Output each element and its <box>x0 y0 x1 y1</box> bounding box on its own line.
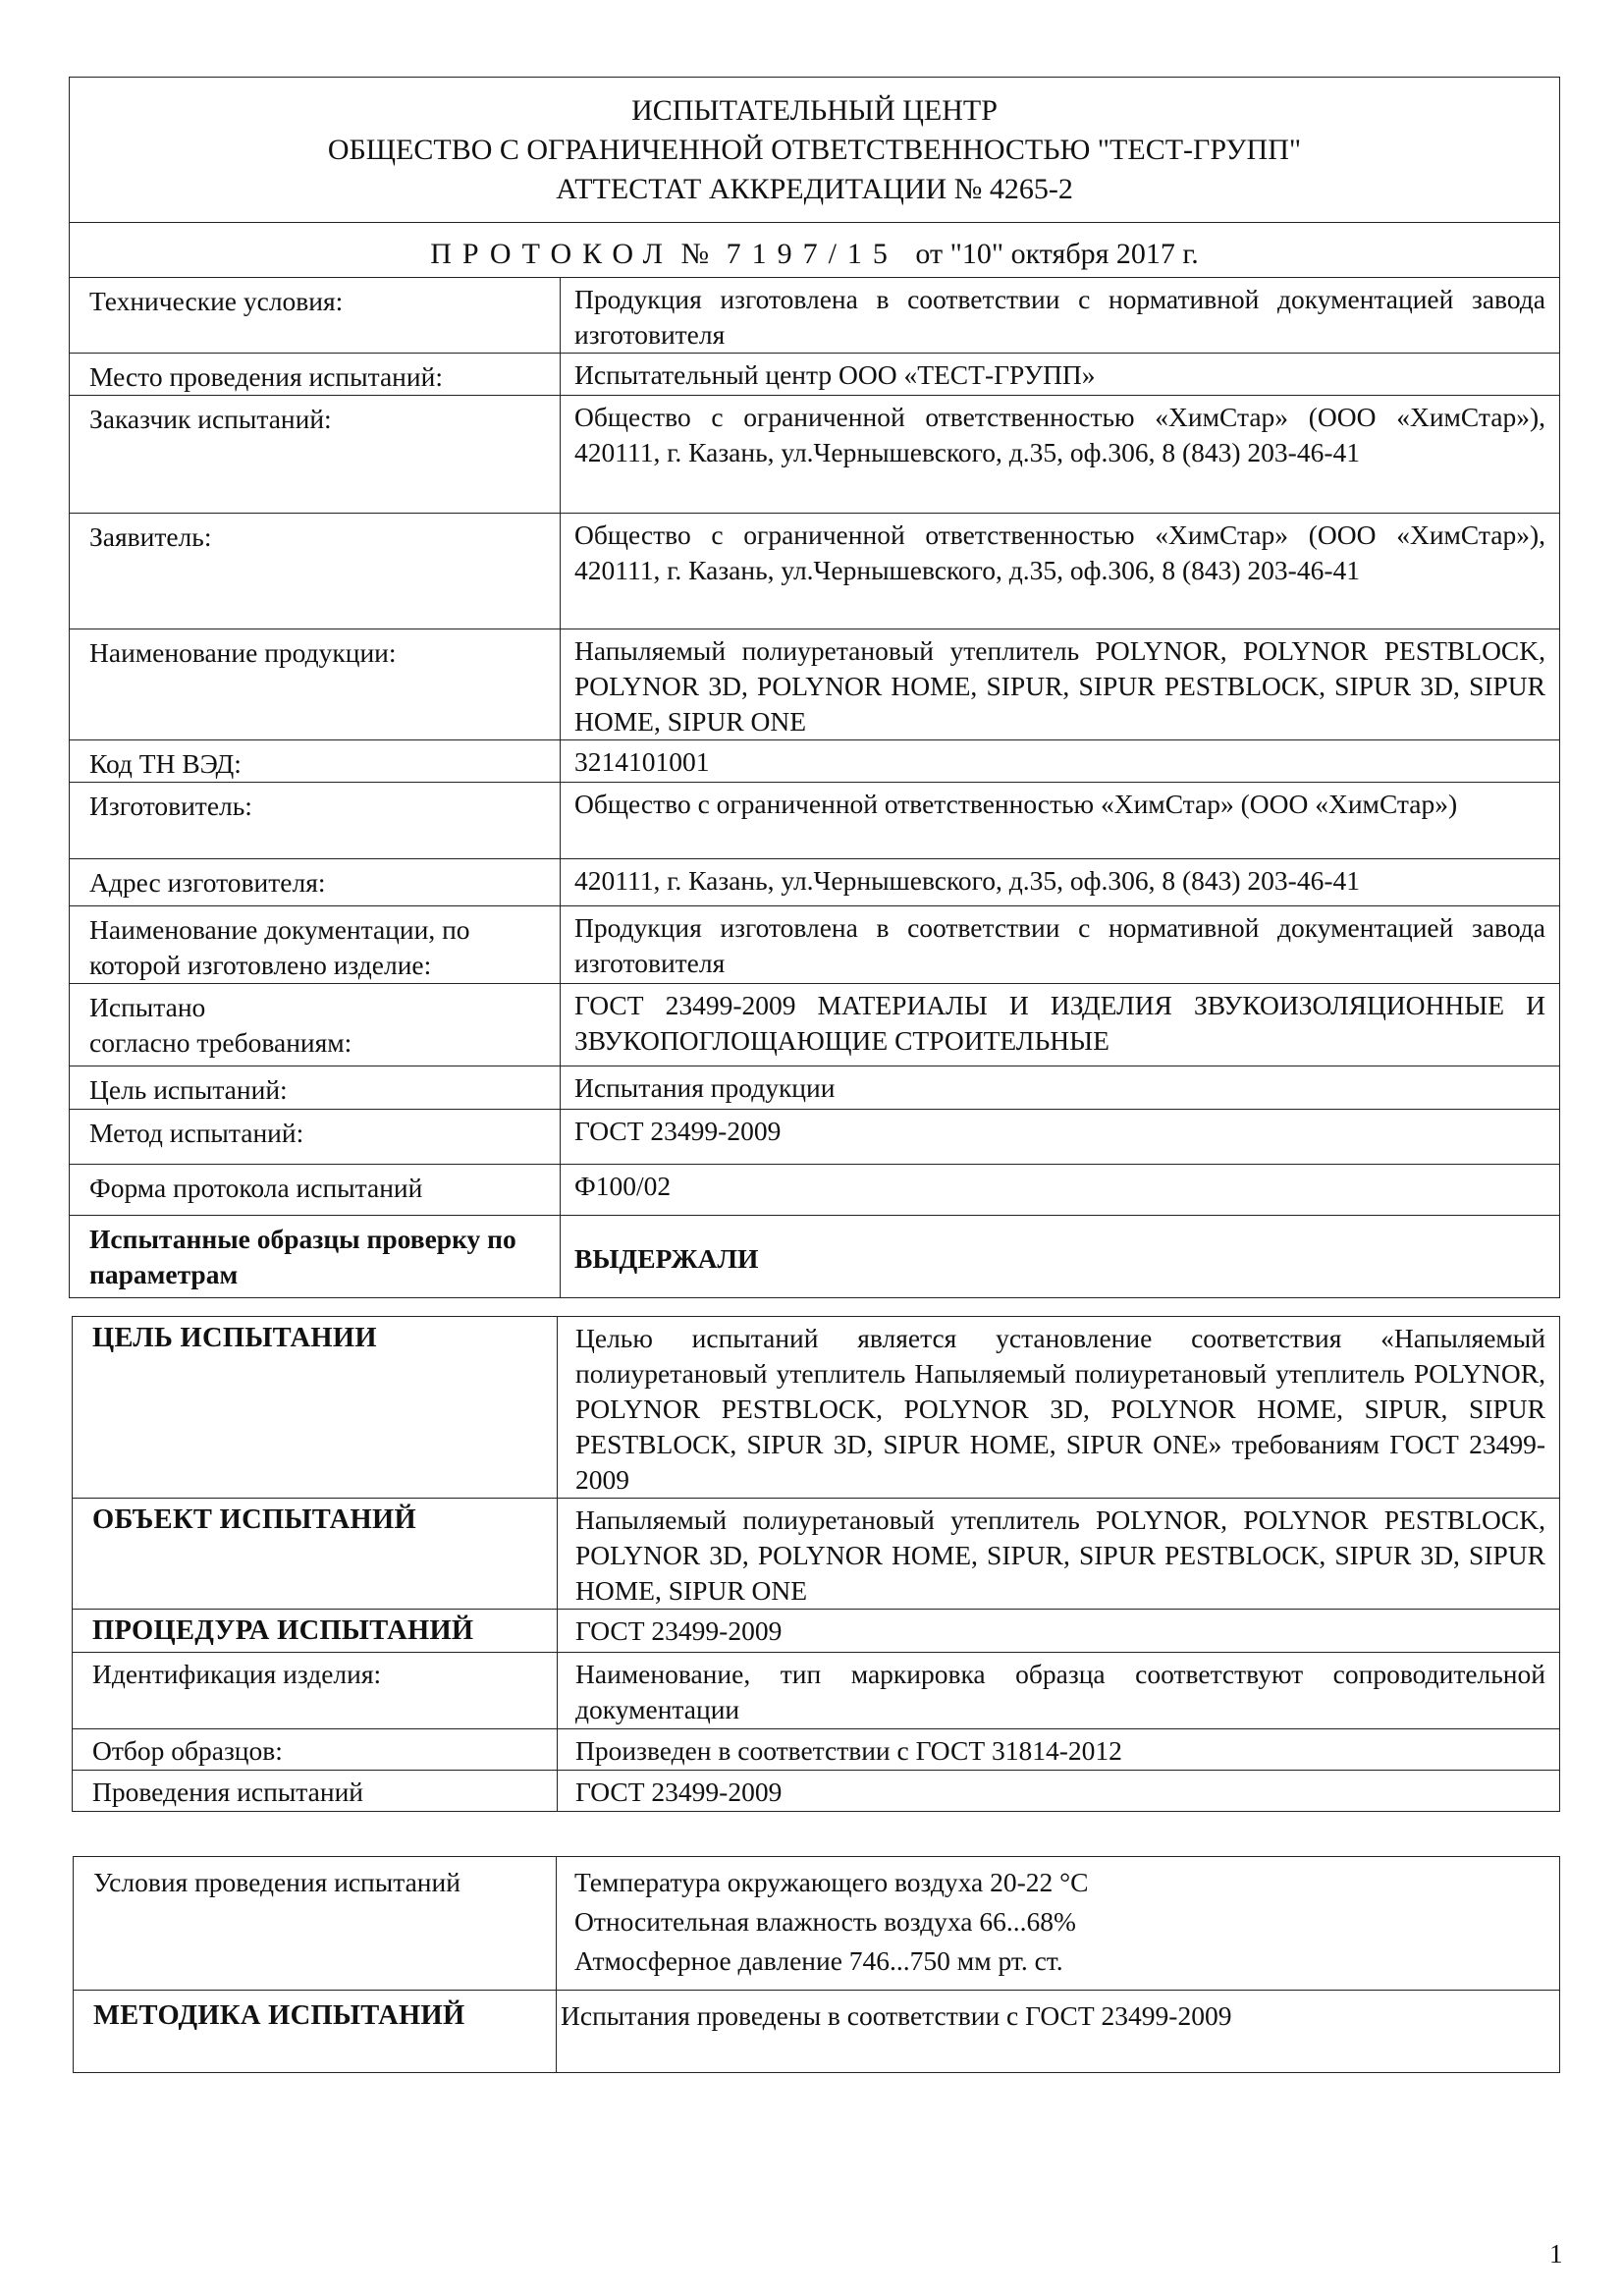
condition-temperature: Температура окружающего воздуха 20-22 °С <box>574 1867 1089 1897</box>
table-row <box>74 1991 1560 2073</box>
row-value: ГОСТ 23499-2009 <box>558 1771 1560 1812</box>
row-value: Целью испытаний является установление соответствия «Напыляемый полиуретановый утеплитель Напыляемый полиуретановый утеплитель POLYNOR, POLYNOR PESTBLOCK, POLYNOR 3D, POLYNOR HOME, SIPUR, SIPUR PESTBLOCK, SIPUR 3D, SIPUR HOME, SIPUR ONE» требованиям ГОСТ 23499-2009 <box>558 1317 1560 1499</box>
row-value: Испытательный центр ООО «ТЕСТ-ГРУПП» <box>561 354 1560 396</box>
header-organization: ОБЩЕСТВО С ОГРАНИЧЕННОЙ ОТВЕТСТВЕННОСТЬЮ "ТЕСТ-ГРУПП" <box>327 134 1302 166</box>
row-label: Метод испытаний: <box>70 1110 561 1165</box>
row-label: Форма протокола испытаний <box>70 1165 561 1216</box>
row-value: ГОСТ 23499-2009 <box>558 1610 1560 1653</box>
row-value: Напыляемый полиуретановый утеплитель POLYNOR, POLYNOR PESTBLOCK, POLYNOR 3D, POLYNOR HOME, SIPUR, SIPUR PESTBLOCK, SIPUR 3D, SIPUR HOME, SIPUR ONE <box>558 1499 1560 1610</box>
row-value: ГОСТ 23499-2009 <box>561 1110 1560 1165</box>
row-label: Место проведения испытаний: <box>70 354 561 396</box>
row-label: ПРОЦЕДУРА ИСПЫТАНИЙ <box>73 1610 558 1653</box>
row-value: Наименование, тип маркировка образца соответствуют сопроводительной документации <box>558 1653 1560 1729</box>
row-label: Проведения испытаний <box>73 1771 558 1812</box>
conditions-label: Условия проведения испытаний <box>74 1857 557 1991</box>
table-row <box>73 1729 1560 1771</box>
test-description-table <box>72 1316 1560 1812</box>
method-label: МЕТОДИКА ИСПЫТАНИЙ <box>74 1991 557 2073</box>
table-row <box>70 783 1560 859</box>
row-label: Адрес изготовителя: <box>70 859 561 906</box>
table-row <box>73 1653 1560 1729</box>
table-row <box>70 629 1560 740</box>
table-row <box>70 514 1560 629</box>
row-value: Продукция изготовлена в соответствии с нормативной документацией завода изготовителя <box>561 906 1560 984</box>
table-row <box>70 396 1560 514</box>
row-label: ОБЪЕКТ ИСПЫТАНИЙ <box>73 1499 558 1610</box>
table-row <box>70 740 1560 783</box>
conditions-table <box>73 1856 1560 2073</box>
row-value: Общество с ограниченной ответственностью «ХимСтар» (ООО «ХимСтар»), 420111, г. Казань, ул.Чернышевского, д.35, оф.306, 8 (843) 203-46-41 <box>561 514 1560 629</box>
table-row <box>70 1216 1560 1298</box>
row-label: ЦЕЛЬ ИСПЫТАНИИ <box>73 1317 558 1499</box>
header-accreditation: АТТЕСТАТ АККРЕДИТАЦИИ № 4265-2 <box>556 173 1073 205</box>
row-label: Изготовитель: <box>70 783 561 859</box>
page-number: 1 <box>1549 2239 1563 2269</box>
condition-pressure: Атмосферное давление 746...750 мм рт. ст. <box>574 1945 1063 1976</box>
row-value: Произведен в соответствии с ГОСТ 31814-2012 <box>558 1729 1560 1771</box>
row-value: Ф100/02 <box>561 1165 1560 1216</box>
table-row <box>74 1857 1560 1991</box>
table-row <box>70 984 1560 1066</box>
conditions-values <box>557 1857 1560 1991</box>
row-label: Цель испытаний: <box>70 1066 561 1110</box>
protocol-main-table <box>69 77 1560 1298</box>
row-label: Заявитель: <box>70 514 561 629</box>
condition-humidity: Относительная влажность воздуха 66...68% <box>574 1906 1076 1937</box>
table-row <box>73 1317 1560 1499</box>
row-value: Напыляемый полиуретановый утеплитель POLYNOR, POLYNOR PESTBLOCK, POLYNOR 3D, POLYNOR HOME, SIPUR, SIPUR PESTBLOCK, SIPUR 3D, SIPUR HOME, SIPUR ONE <box>561 629 1560 740</box>
table-row <box>70 1165 1560 1216</box>
table-row <box>70 1110 1560 1165</box>
row-value: Общество с ограниченной ответственностью «ХимСтар» (ООО «ХимСтар»), 420111, г. Казань, ул.Чернышевского, д.35, оф.306, 8 (843) 203-46-41 <box>561 396 1560 514</box>
protocol-title <box>70 223 1560 278</box>
table-row <box>73 1771 1560 1812</box>
header-center-name: ИСПЫТАТЕЛЬНЫЙ ЦЕНТР <box>631 94 998 127</box>
row-label: Код ТН ВЭД: <box>70 740 561 783</box>
row-value: Испытания продукции <box>561 1066 1560 1110</box>
result-value: ВЫДЕРЖАЛИ <box>561 1216 1560 1298</box>
row-label: Идентификация изделия: <box>73 1653 558 1729</box>
row-value: 3214101001 <box>561 740 1560 783</box>
row-label: Наименование документации, по которой изготовлено изделие: <box>70 906 561 984</box>
row-label-line: Испытано <box>89 992 206 1022</box>
row-value: Продукция изготовлена в соответствии с нормативной документацией завода изготовителя <box>561 278 1560 354</box>
protocol-sign: № <box>680 238 710 270</box>
table-row <box>70 278 1560 354</box>
row-value: ГОСТ 23499-2009 МАТЕРИАЛЫ И ИЗДЕЛИЯ ЗВУКОИЗОЛЯЦИОННЫЕ И ЗВУКОПОГЛОЩАЮЩИЕ СТРОИТЕЛЬНЫЕ <box>561 984 1560 1066</box>
table-row <box>73 1610 1560 1653</box>
row-value: Общество с ограниченной ответственностью «ХимСтар» (ООО «ХимСтар») <box>561 783 1560 859</box>
row-label: Заказчик испытаний: <box>70 396 561 514</box>
table-row <box>70 354 1560 396</box>
row-label <box>70 984 561 1066</box>
header-block <box>70 78 1560 223</box>
row-label-line: согласно требованиям: <box>89 1027 352 1058</box>
table-row <box>73 1499 1560 1610</box>
protocol-word: ПРОТОКОЛ <box>430 238 674 270</box>
row-label: Отбор образцов: <box>73 1729 558 1771</box>
table-row <box>70 906 1560 984</box>
row-label: Испытанные образцы проверку по параметрам <box>70 1216 561 1298</box>
protocol-number: 7197/15 <box>726 238 898 270</box>
row-label: Наименование продукции: <box>70 629 561 740</box>
row-value: 420111, г. Казань, ул.Чернышевского, д.35, оф.306, 8 (843) 203-46-41 <box>561 859 1560 906</box>
row-label: Технические условия: <box>70 278 561 354</box>
method-value: Испытания проведены в соответствии с ГОСТ 23499-2009 <box>557 1991 1560 2073</box>
table-row <box>70 1066 1560 1110</box>
table-row <box>70 859 1560 906</box>
protocol-date: от "10" октября 2017 г. <box>915 238 1199 270</box>
